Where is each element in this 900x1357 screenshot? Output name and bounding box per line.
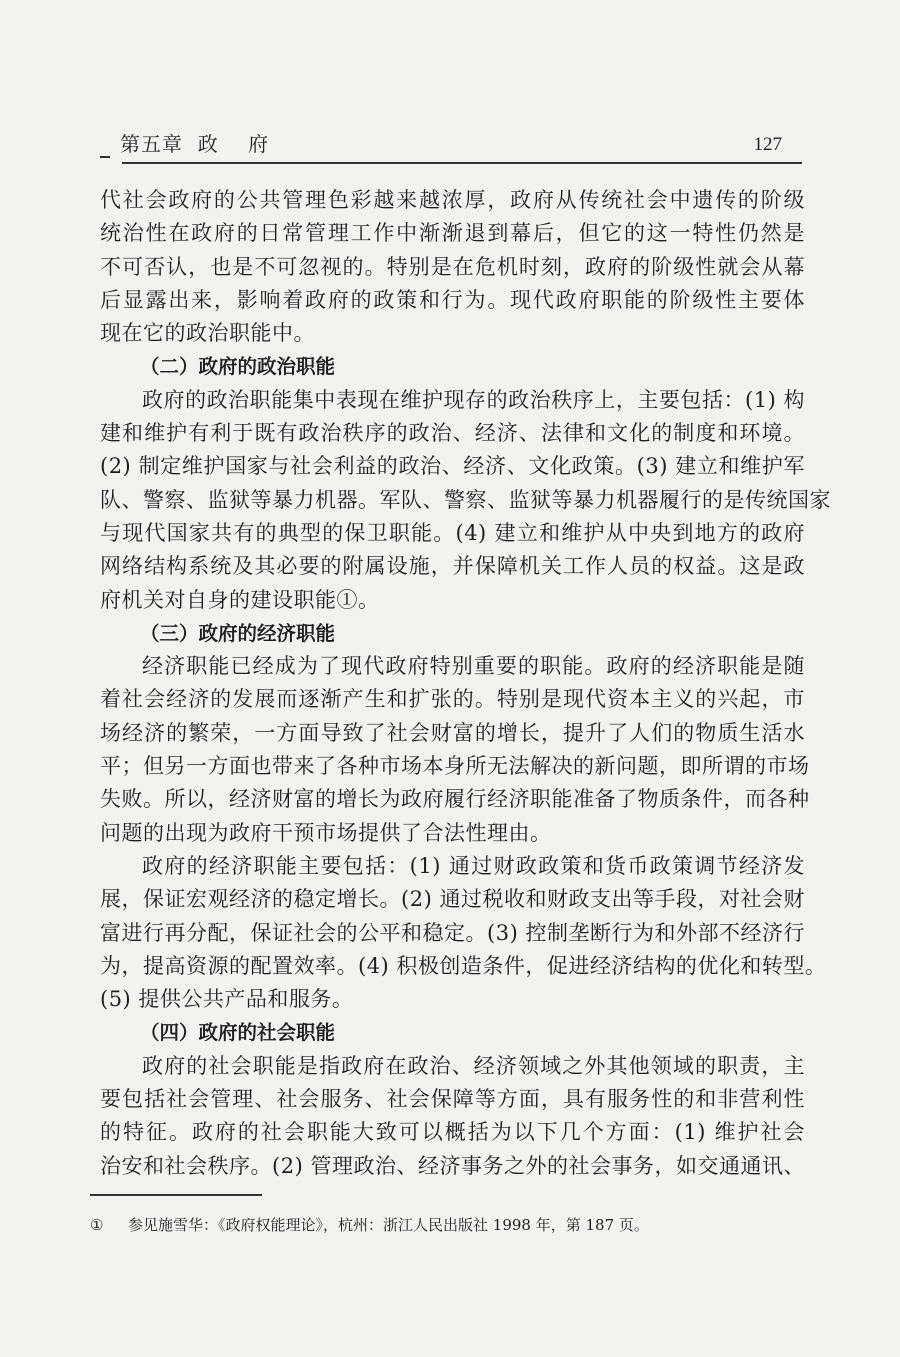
- text-line: 场经济的繁荣，一方面导致了社会财富的增长，提升了人们的物质生活水: [100, 720, 805, 745]
- text-line: 政府的社会职能是指政府在政治、经济领域之外其他领域的职责，主: [142, 1053, 805, 1078]
- text-line: 展，保证宏观经济的稳定增长。(2) 通过税收和财政支出等手段，对社会财: [100, 887, 805, 912]
- text-line: (5) 提供公共产品和服务。: [100, 987, 354, 1012]
- header-dash: [100, 156, 110, 158]
- footnote: [90, 1214, 649, 1235]
- footnote-text: 参见施雪华：《政府权能理论》，杭州：浙江人民出版社 1998 年，第 187 页。: [128, 1216, 649, 1234]
- section-heading-economic: （三）政府的经济职能: [140, 621, 336, 645]
- section-heading-political: （二）政府的政治职能: [140, 355, 336, 379]
- page-number: 127: [753, 134, 782, 155]
- text-line: 代社会政府的公共管理色彩越来越浓厚，政府从传统社会中遗传的阶级: [100, 188, 805, 212]
- footnote-marker: ①: [90, 1216, 104, 1234]
- body-text: [100, 184, 831, 1183]
- chapter-title: 第五章 政 府: [120, 132, 270, 156]
- text-line: 现在它的政治职能中。: [100, 321, 315, 346]
- text-line: 富进行再分配，保证社会的公平和稳定。(3) 控制垄断行为和外部不经济行: [100, 920, 805, 945]
- text-line: 治安和社会秩序。(2) 管理政治、经济事务之外的社会事务，如交通通讯、: [100, 1153, 805, 1178]
- text-line: 要包括社会管理、社会服务、社会保障等方面，具有服务性的和非营利性: [100, 1087, 805, 1112]
- text-line: 经济职能已经成为了现代政府特别重要的职能。政府的经济职能是随: [142, 654, 805, 679]
- header-rule: [122, 162, 802, 164]
- text-line: 问题的出现为政府干预市场提供了合法性理由。: [100, 820, 552, 845]
- text-line: 不可否认，也是不可忽视的。特别是在危机时刻，政府的阶级性就会从幕: [100, 254, 805, 279]
- text-line: 建和维护有利于既有政治秩序的政治、经济、法律和文化的制度和环境。: [100, 421, 805, 446]
- text-line: 队、警察、监狱等暴力机器。军队、警察、监狱等暴力机器履行的是传统国家: [100, 487, 831, 512]
- section-heading-social: （四）政府的社会职能: [140, 1021, 336, 1045]
- text-line: 网络结构系统及其必要的附属设施，并保障机关工作人员的权益。这是政: [100, 554, 805, 579]
- text-line: 与现代国家共有的典型的保卫职能。(4) 建立和维护从中央到地方的政府: [100, 520, 805, 545]
- text-line: 失败。所以，经济财富的增长为政府履行经济职能准备了物质条件，而各种: [100, 787, 810, 812]
- text-line: 平；但另一方面也带来了各种市场本身所无法解决的新问题，即所谓的市场: [100, 754, 810, 779]
- text-line: 府机关对自身的建设职能①。: [100, 587, 380, 612]
- running-header: [100, 122, 800, 162]
- text-line: 着社会经济的发展而逐渐产生和扩张的。特别是现代资本主义的兴起，市: [100, 687, 805, 712]
- text-line: 的特征。政府的社会职能大致可以概括为以下几个方面：(1) 维护社会: [100, 1120, 805, 1145]
- text-line: 政府的经济职能主要包括：(1) 通过财政政策和货币政策调节经济发: [142, 853, 805, 878]
- text-line: 为，提高资源的配置效率。(4) 积极创造条件，促进经济结构的优化和转型。: [100, 953, 827, 978]
- text-line: (2) 制定维护国家与社会利益的政治、经济、文化政策。(3) 建立和维护军: [100, 454, 805, 479]
- text-line: 政府的政治职能集中表现在维护现存的政治秩序上，主要包括：(1) 构: [142, 387, 805, 412]
- text-line: 统治性在政府的日常管理工作中渐渐退到幕后，但它的这一特性仍然是: [100, 221, 805, 246]
- footnote-rule: [90, 1194, 262, 1196]
- text-line: 后显露出来，影响着政府的政策和行为。现代政府职能的阶级性主要体: [100, 287, 805, 312]
